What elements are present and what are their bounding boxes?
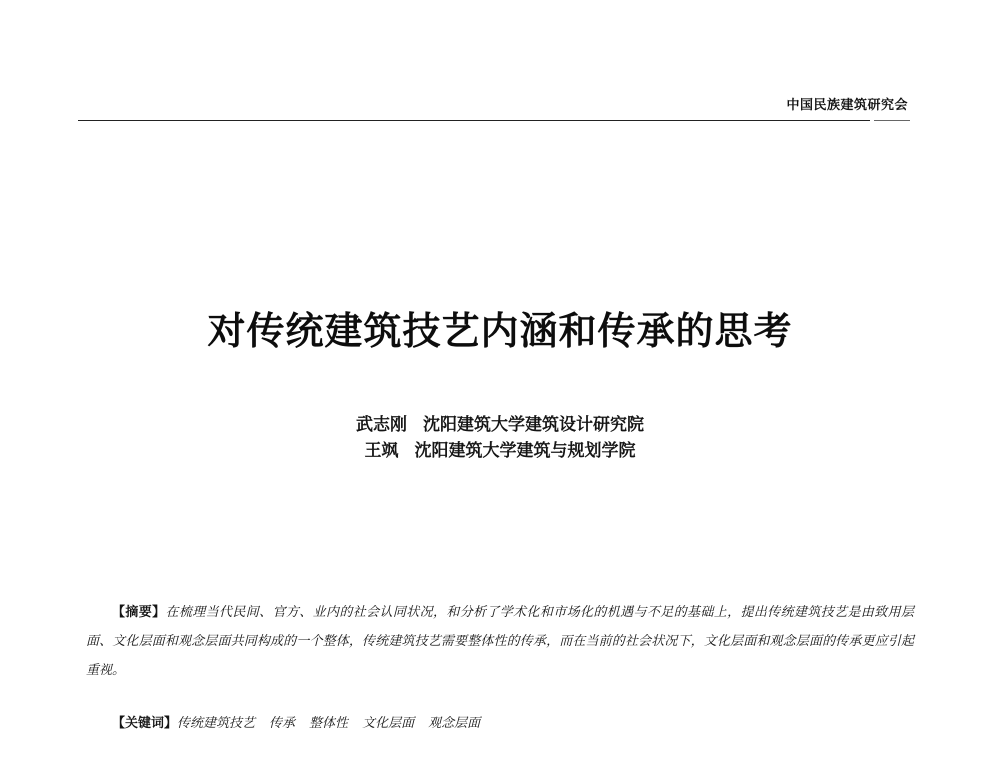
keyword: 观念层面 bbox=[428, 716, 481, 731]
author-line bbox=[0, 412, 1000, 438]
keywords-label: 【关键词】 bbox=[112, 716, 178, 731]
author-name: 王飒 bbox=[364, 441, 399, 461]
keyword: 整体性 bbox=[309, 716, 349, 731]
keywords bbox=[112, 712, 494, 731]
journal-header: 中国民族建筑研究会 bbox=[786, 98, 908, 113]
author-affiliation: 沈阳建筑大学建筑设计研究院 bbox=[423, 415, 644, 435]
paper-title: 对传统建筑技艺内涵和传承的思考 bbox=[207, 308, 793, 353]
keyword: 文化层面 bbox=[362, 716, 415, 731]
author-name: 武志刚 bbox=[356, 415, 407, 435]
abstract bbox=[86, 598, 914, 685]
header-rule bbox=[78, 120, 870, 121]
header-rule-accent bbox=[874, 120, 910, 121]
author-affiliation: 沈阳建筑大学建筑与规划学院 bbox=[414, 441, 636, 461]
keyword: 传统建筑技艺 bbox=[177, 716, 256, 731]
author-line bbox=[0, 438, 1000, 464]
abstract-text: 在梳理当代民间、官方、业内的社会认同状况，和分析了学术化和市场化的机遇与不足的基础上，提出传统建筑技艺是由致用层面、文化层面和观念层面共同构成的一个整体，传统建筑技艺需要整体性的传承，而在当前的社会状况下，文化层面和观念层面的传承更应引起重视。 bbox=[86, 605, 914, 678]
author-block bbox=[0, 412, 1000, 464]
abstract-label: 【摘要】 bbox=[112, 605, 166, 620]
keyword: 传承 bbox=[269, 716, 296, 731]
